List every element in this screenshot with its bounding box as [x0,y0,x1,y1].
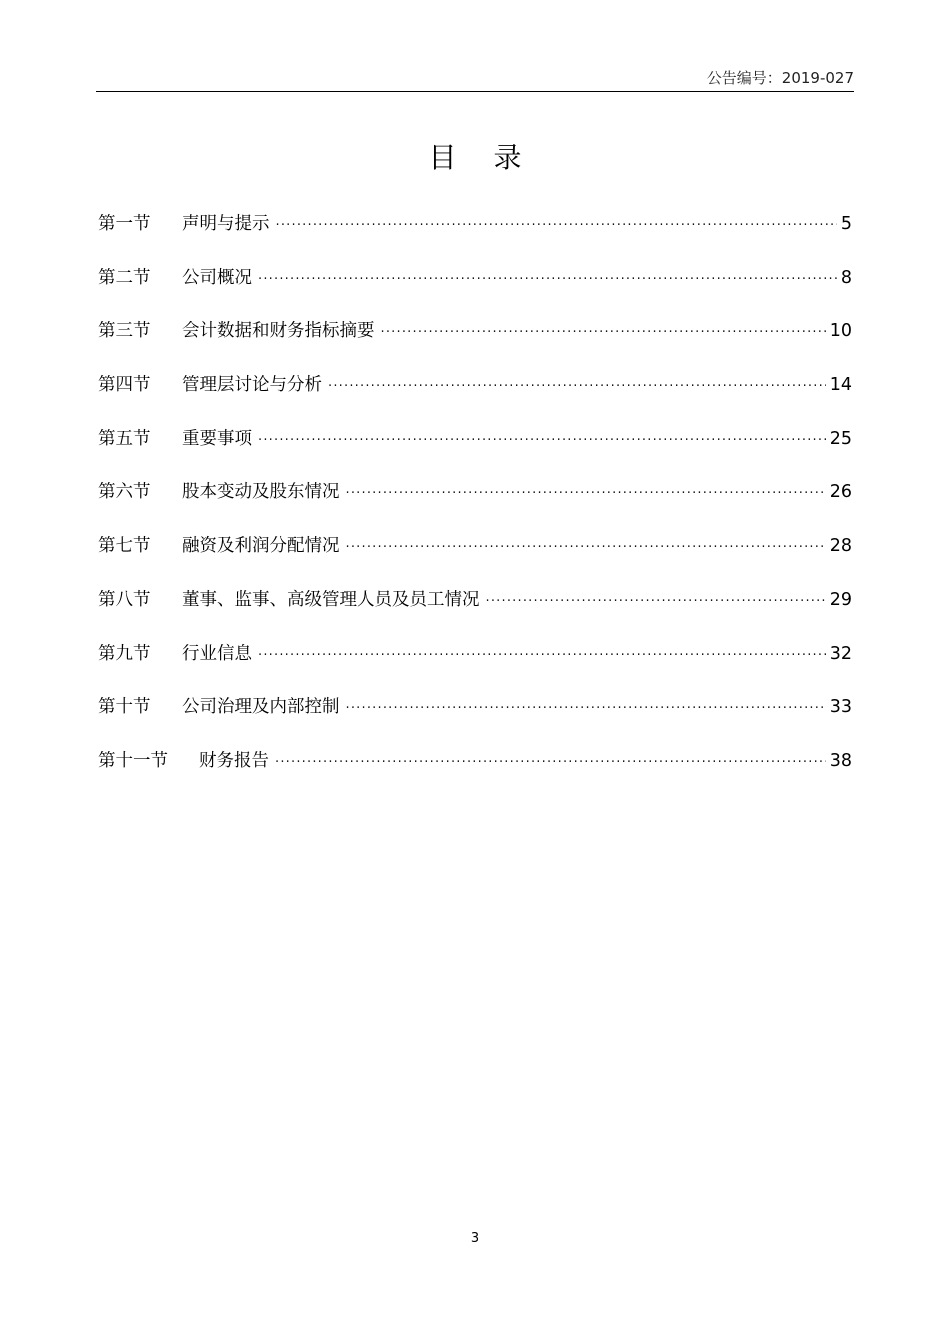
toc-section-number: 第二节 [98,267,151,288]
toc-section-number: 第五节 [98,428,151,449]
toc-dot-leader [346,691,826,719]
toc-section-title: 股本变动及股东情况 [182,482,340,503]
toc-section-number: 第十节 [98,697,151,718]
toc-entry[interactable] [98,747,852,801]
toc-entry[interactable] [98,425,852,479]
toc-section-number: 第七节 [98,536,151,557]
table-of-contents [98,210,852,801]
toc-page-number: 8 [840,267,852,288]
header-divider [96,91,854,92]
toc-entry[interactable] [98,371,852,425]
toc-entry[interactable] [98,586,852,640]
toc-section-number: 第三节 [98,321,151,342]
toc-section-title: 会计数据和财务指标摘要 [182,321,375,342]
toc-section-title: 公司概况 [182,267,252,288]
toc-dot-leader [486,584,826,612]
footer-page-number: 3 [470,1231,480,1246]
toc-section-number: 第八节 [98,589,151,610]
toc-section-number: 第四节 [98,375,151,396]
toc-entry[interactable] [98,532,852,586]
toc-page-number: 5 [840,214,852,234]
toc-section-title: 董事、监事、高级管理人员及员工情况 [182,589,480,610]
toc-section-number: 第一节 [98,214,151,234]
toc-entry[interactable] [98,478,852,532]
toc-page-number: 32 [829,643,852,664]
toc-page-number: 14 [829,375,852,396]
toc-entry[interactable] [98,264,852,318]
toc-dot-leader [346,530,826,558]
toc-dot-leader [258,638,826,666]
toc-dot-leader [275,745,826,773]
toc-section-title: 行业信息 [182,643,252,664]
toc-page-number: 33 [829,697,852,718]
toc-dot-leader [276,208,837,236]
toc-dot-leader [381,315,826,343]
toc-entry[interactable] [98,317,852,371]
toc-page-number: 26 [829,482,852,503]
toc-section-title: 公司治理及内部控制 [182,697,340,718]
toc-section-title: 重要事项 [182,428,252,449]
toc-page-number: 38 [829,750,852,771]
toc-page-number: 29 [829,589,852,610]
toc-section-number: 第九节 [98,643,151,664]
toc-dot-leader [258,262,837,290]
page-title: 目 录 [428,141,536,174]
toc-entry[interactable] [98,640,852,694]
toc-section-number: 第十一节 [98,750,168,771]
toc-dot-leader [346,476,826,504]
toc-section-title: 财务报告 [199,750,269,771]
announcement-number: 公告编号：2019-027 [706,69,854,87]
toc-entry[interactable] [98,210,852,264]
toc-section-title: 声明与提示 [182,214,270,234]
toc-section-number: 第六节 [98,482,151,503]
toc-dot-leader [328,369,826,397]
toc-page-number: 10 [829,321,852,342]
toc-section-title: 管理层讨论与分析 [182,375,322,396]
toc-page-number: 28 [829,536,852,557]
toc-page-number: 25 [829,428,852,449]
toc-dot-leader [258,423,826,451]
toc-entry[interactable] [98,693,852,747]
toc-section-title: 融资及利润分配情况 [182,536,340,557]
